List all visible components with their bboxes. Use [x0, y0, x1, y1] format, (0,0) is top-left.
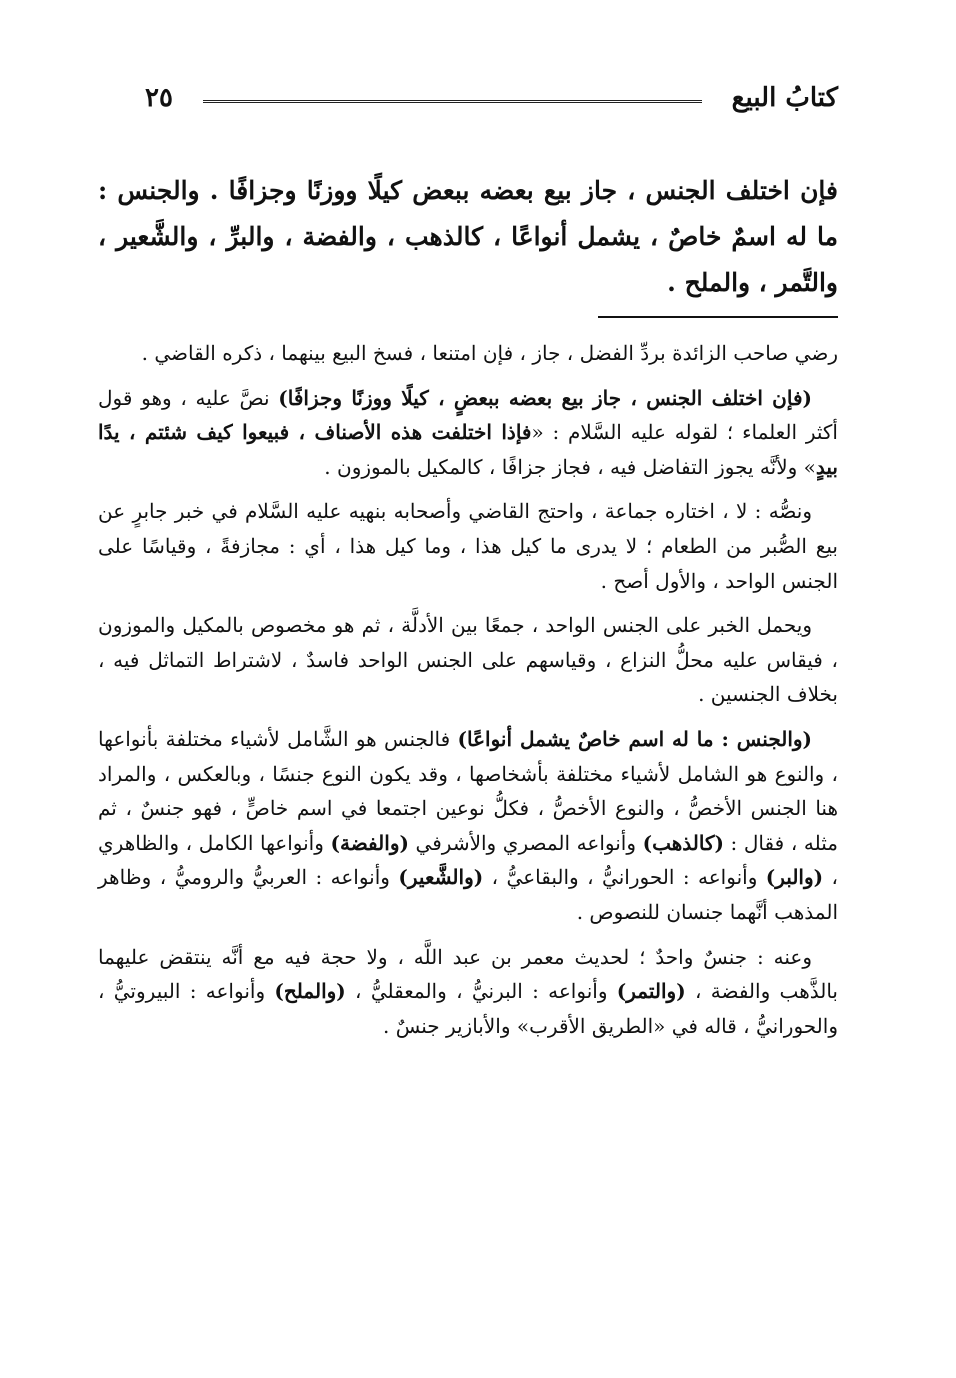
page-number: ٢٥: [145, 83, 173, 113]
commentary-text: وعنه : جنسٌ واحدٌ ؛ لحديث معمر بن عبد اللَّه ، ولا حجة فيه مع أنَّه ينتقض عليهما بالذَّهب والفضة ،: [98, 944, 838, 1004]
commentary-paragraph-4: ويحمل الخبر على الجنس الواحد ، جمعًا بين الأدلَّة ، ثم هو مخصوص بالمكيل والموزون ، فيقاس عليه محلُّ النزاع ، وقياسهم على الجنس الواحد فاسدٌ ، لاشتراط التماثل فيه ، بخلاف الجنسين .: [98, 613, 838, 707]
commentary-text: وأنواعه : البيروتيُّ ، والحورانيُّ ، قاله في «الطريق الأقرب» والأبازير جنسٌ .: [98, 979, 838, 1038]
commentary-paragraph-2: [98, 381, 838, 485]
commentary-text: وأنواعه : العربيُّ والروميُّ ، وظاهر المذهب أنَّهما جنسان للنصوص .: [98, 865, 838, 924]
commentary-text: وأنواعه : الحورانيُّ ، والبقاعيُّ ،: [483, 865, 766, 890]
commentary-text: وأنواعها الكامل ، والظاهري ،: [98, 830, 839, 890]
quoted-matn: (كالذهب): [642, 830, 724, 855]
quoted-matn: (والجنس : ما له اسم خاصٌ يشمل أنواعًا): [457, 726, 813, 751]
quoted-matn: (والتمر): [616, 979, 686, 1004]
running-header: [145, 78, 838, 118]
commentary-text: وأنواعه المصري والأشرفي: [408, 830, 643, 855]
chapter-title: كتابُ البيع: [731, 83, 838, 113]
commentary-text: فالجنس هو الشَّامل لأشياء مختلفة بأنواعها ، والنوع هو الشامل لأشياء مختلفة بأشخاصها ، وقد يكون النوع جنسًا ، وبالعكس ، والمراد هنا الجنس الأخصُّ ، والنوع الأخصُّ ، فكلُّ نوعين اجتمعا في اسم خاصٍّ ، فهو جنسٌ ، ثم مثله ، فقال :: [98, 726, 838, 855]
commentary-text: نصَّ عليه ، وهو قول أكثر العلماء ؛ لقوله عليه السَّلام : «: [98, 385, 838, 445]
hadith-quote: فإذا اختلفت هذه الأصناف ، فبيعوا كيف شئتم ، يدًا بيدٍ: [98, 420, 838, 479]
separator-rule: [598, 316, 838, 318]
commentary-text: وأنواعه : البرنيُّ ، والمعقليُّ ،: [345, 979, 617, 1004]
quoted-matn: (والفضة): [330, 830, 409, 855]
commentary-text: » ولأنَّه يجوز التفاضل فيه ، فجاز جزافًا ، كالمكيل بالموزون .: [324, 454, 816, 479]
main-text: [98, 168, 838, 306]
commentary-paragraph-1: رضي صاحب الزائدة بردِّ الفضل ، جاز ، فإن امتنعا ، فسخ البيع بينهما ، ذكره القاضي .: [141, 341, 838, 365]
commentary: [98, 336, 838, 1053]
header-rule: [203, 100, 702, 103]
quoted-matn: (فإن اختلف الجنس ، جاز بيع بعضه ببعضٍ ، كيلًا ووزنًا وجزافًا): [278, 385, 812, 410]
commentary-paragraph-6: [98, 940, 838, 1044]
main-text-paragraph: فإن اختلف الجنس ، جاز بيع بعضه ببعض كيلًا ووزنًا وجزافًا . والجنس : ما له اسمٌ خاصٌ ، يشمل أنواعًا ، كالذهب ، والفضة ، والبرِّ ، والشَّعير ، والتَّمر ، والملح .: [98, 176, 838, 297]
commentary-paragraph-3: ونصُّه : لا ، اختاره جماعة ، واحتج القاضي وأصحابه بنهيه عليه السَّلام في خبر جابرٍ عن بيع الصُّبر من الطعام ؛ لا يدرى ما كيل هذا ، وما كيل هذا ، أي : مجازفةً ، وقياسًا على الجنس الواحد ، والأول أصح .: [98, 499, 838, 593]
commentary-paragraph-5: [98, 722, 838, 930]
quoted-matn: (والبر): [765, 865, 824, 890]
quoted-matn: (والشَّعير): [398, 865, 484, 890]
quoted-matn: (والملح): [274, 979, 346, 1004]
